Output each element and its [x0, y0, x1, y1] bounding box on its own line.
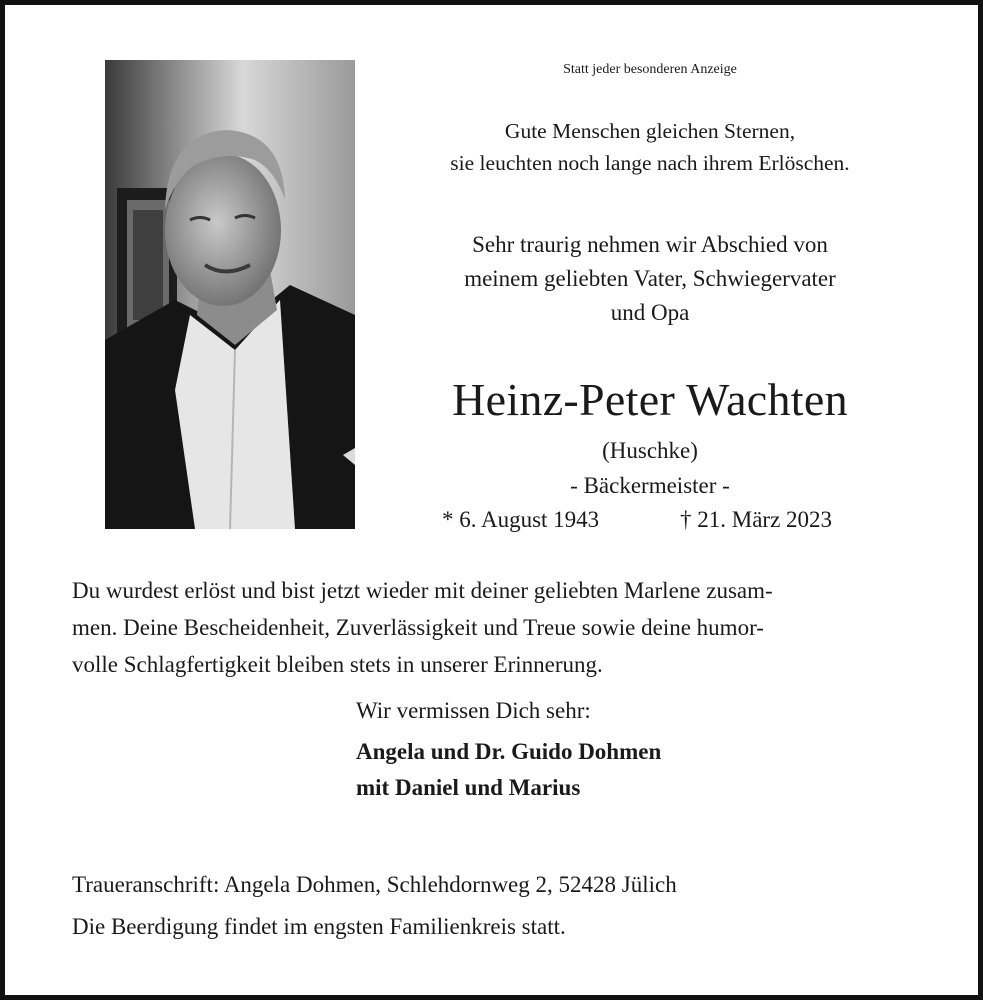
portrait-photo [105, 60, 355, 529]
message-line: volle Schlagfertigkeit bleiben stets in unserer Erinnerung. [72, 652, 603, 677]
quote-line: Gute Menschen gleichen Sternen, [504, 119, 796, 143]
family-signature [356, 734, 661, 806]
memorial-message [72, 572, 917, 683]
deceased-name: Heinz-Peter Wachten [452, 374, 848, 425]
intro-line: und Opa [610, 300, 690, 325]
farewell-intro [392, 228, 908, 330]
message-line: Du wurdest erlöst und bist jetzt wieder mit deiner geliebten Marlene zusam- [72, 578, 773, 603]
funeral-note: Die Beerdigung findet im engsten Familienkreis statt. [72, 914, 566, 939]
intro-line: meinem geliebten Vater, Schwiegervater [464, 266, 836, 291]
we-miss-you-text: Wir vermissen Dich sehr: [356, 698, 591, 723]
family-line: Angela und Dr. Guido Dohmen [356, 739, 662, 764]
deceased-occupation: - Bäckermeister - [570, 473, 730, 498]
quote-line: sie leuchten noch lange nach ihrem Erlöschen. [450, 151, 850, 175]
deceased-nickname: (Huschke) [602, 438, 698, 463]
memorial-quote [392, 115, 908, 179]
mourning-address: Traueranschrift: Angela Dohmen, Schlehdornweg 2, 52428 Jülich [72, 872, 677, 897]
notice-text: Statt jeder besonderen Anzeige [563, 62, 737, 77]
intro-line: Sehr traurig nehmen wir Abschied von [472, 232, 828, 257]
message-line: men. Deine Bescheidenheit, Zuverlässigkeit und Treue sowie deine humor- [72, 615, 764, 640]
birth-date: * 6. August 1943 [442, 507, 600, 532]
family-line: mit Daniel und Marius [356, 775, 581, 800]
death-date: † 21. März 2023 [680, 507, 833, 532]
